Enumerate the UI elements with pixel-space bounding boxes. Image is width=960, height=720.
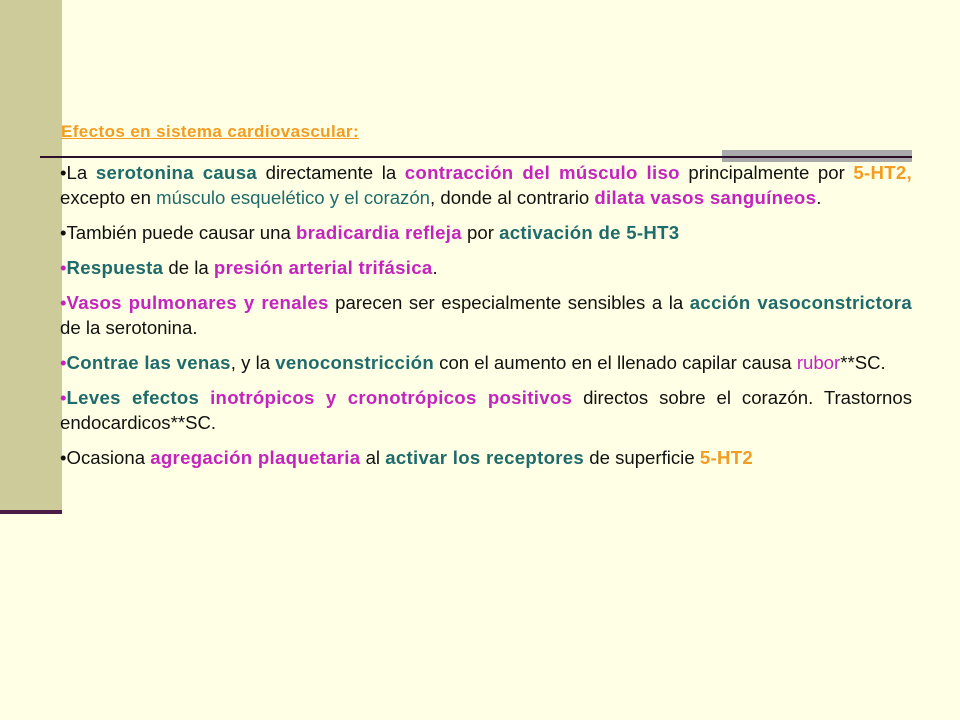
title-rule [40, 156, 912, 158]
bullet-text-segment: • [60, 257, 67, 278]
bullet-text-segment: de la serotonina. [60, 317, 198, 338]
bullet-text-segment: parecen ser especialmente sensibles a la [328, 292, 690, 313]
bullet-item [60, 445, 912, 470]
bullet-text-segment: contracción del músculo liso [404, 162, 680, 183]
bullet-text-segment: , donde al contrario [430, 187, 595, 208]
bullet-text-segment: . [432, 257, 438, 278]
bullet-text-segment: , y la [230, 352, 276, 373]
bullet-text-segment: • [60, 292, 67, 313]
bullet-text-segment: •Ocasiona [60, 447, 151, 468]
sidebar-decoration [0, 0, 62, 512]
bullet-text-segment: bradicardia refleja [296, 222, 462, 243]
bullet-text-segment: Leves efectos [66, 387, 200, 408]
bullet-text-segment: directos sobre el corazón. Trastornos endocardicos**SC. [60, 387, 912, 433]
bullet-text-segment: dilata vasos sanguíneos [594, 187, 817, 208]
bullet-item [60, 255, 912, 280]
bullet-text-segment: acción vasoconstrictora [689, 292, 912, 313]
bullet-text-segment [199, 387, 210, 408]
bullet-text-segment: •La [60, 162, 96, 183]
bullet-text-segment: Vasos pulmonares y renales [66, 292, 329, 313]
bullet-text-segment: •También puede causar una [60, 222, 296, 243]
bullet-text-segment: venoconstricción [275, 352, 434, 373]
bullet-text-segment: activación de 5-HT3 [499, 222, 680, 243]
bullet-text-segment: 5-HT2, [853, 162, 913, 183]
bullet-text-segment: por [461, 222, 500, 243]
bullet-text-segment: de la [163, 257, 214, 278]
bullet-item [60, 350, 912, 375]
bullet-text-segment: presión arterial trifásica [213, 257, 433, 278]
bullet-text-segment: músculo esquelético y el corazón [156, 187, 431, 208]
bullet-text-segment: con el aumento en el llenado capilar causa [433, 352, 797, 373]
bullet-text-segment: de superficie [584, 447, 700, 468]
bullet-item [60, 385, 912, 435]
bullet-text-segment: Respuesta [66, 257, 164, 278]
bullet-item [60, 160, 912, 210]
slide-title: Efectos en sistema cardiovascular: [61, 122, 360, 141]
bullet-text-segment: serotonina causa [95, 162, 257, 183]
bullet-text-segment: • [60, 387, 67, 408]
bullet-text-segment: Contrae las venas [66, 352, 231, 373]
bullet-text-segment: rubor [796, 352, 841, 373]
bullet-item [60, 220, 912, 245]
bullet-text-segment: **SC. [840, 352, 886, 373]
bullet-item [60, 290, 912, 340]
bullet-list [60, 160, 912, 480]
bullet-text-segment: 5-HT2 [699, 447, 753, 468]
bullet-text-segment: inotrópicos y cronotrópicos positivos [210, 387, 573, 408]
bullet-text-segment: principalmente por [679, 162, 854, 183]
bullet-text-segment: agregación plaquetaria [150, 447, 361, 468]
bullet-text-segment: directamente la [257, 162, 405, 183]
sidebar-accent-line [0, 510, 62, 514]
bullet-text-segment: • [60, 352, 67, 373]
bullet-text-segment: al [360, 447, 386, 468]
bullet-text-segment: activar los receptores [385, 447, 585, 468]
bullet-text-segment: excepto en [60, 187, 157, 208]
bullet-text-segment: . [816, 187, 822, 208]
